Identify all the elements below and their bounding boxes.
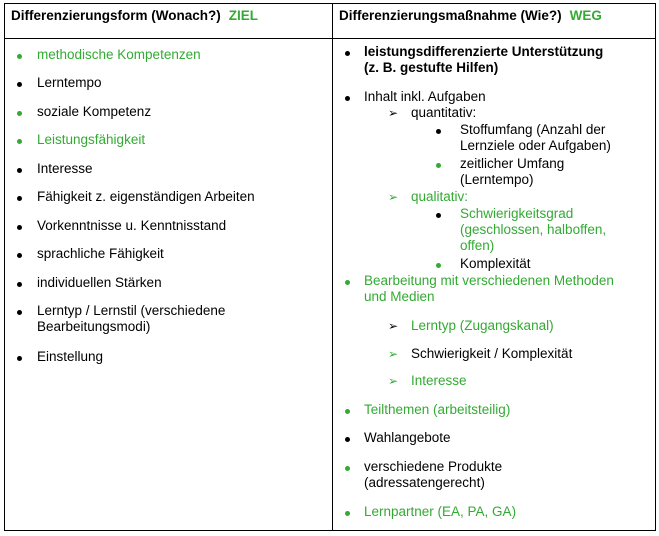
right-item-2b1-line3: offen) <box>460 238 495 253</box>
arrow-bullet-icon: ➢ <box>388 347 399 361</box>
arrow-bullet-icon: ➢ <box>388 190 399 204</box>
bullet-icon <box>345 280 350 285</box>
right-item-2b1-line2: (geschlossen, halboffen, <box>460 222 607 237</box>
right-item-6-line1: verschiedene Produkte <box>364 459 503 474</box>
right-item-1-line1: leistungsdifferenzierte Unterstützung <box>364 44 604 59</box>
bullet-icon <box>17 111 22 116</box>
left-item: Interesse <box>37 161 93 176</box>
right-item-3a: Lerntyp (Zugangskanal) <box>411 318 554 333</box>
right-item-2a2-line1: zeitlicher Umfang <box>460 156 565 171</box>
right-item-3b: Schwierigkeit / Komplexität <box>411 346 573 361</box>
right-item-2b: qualitativ: <box>411 189 469 204</box>
right-item-2b2: Komplexität <box>460 256 531 271</box>
arrow-bullet-icon: ➢ <box>388 319 399 333</box>
bullet-icon <box>17 282 22 287</box>
right-item-2a1-line2: Lernziele oder Aufgaben) <box>460 138 611 153</box>
bullet-icon <box>436 263 441 268</box>
body-row <box>5 39 656 531</box>
left-header-title: Differenzierungsform (Wonach?) <box>11 8 221 23</box>
left-item: Lerntyp / Lernstil (verschiedene <box>37 303 226 318</box>
right-item-2: Inhalt inkl. Aufgaben <box>364 89 486 104</box>
bullet-icon <box>345 511 350 516</box>
header-row <box>5 4 656 39</box>
left-item: Vorkenntnisse u. Kenntnisstand <box>37 218 227 233</box>
bullet-icon <box>17 139 22 144</box>
left-header <box>5 4 333 39</box>
left-item: Einstellung <box>37 349 104 364</box>
bullet-icon <box>345 466 350 471</box>
right-item-7: Lernpartner (EA, PA, GA) <box>364 504 517 519</box>
left-cell <box>5 39 333 531</box>
bullet-icon <box>17 54 22 59</box>
bullet-icon <box>17 310 22 315</box>
right-item-6-line2: (adressatengerecht) <box>364 475 485 490</box>
right-item-1-line2: (z. B. gestufte Hilfen) <box>364 60 499 75</box>
bullet-icon <box>345 96 350 101</box>
right-item-3c: Interesse <box>411 373 467 388</box>
right-item-3-line2: und Medien <box>364 289 435 304</box>
bullet-icon <box>17 356 22 361</box>
bullet-icon <box>345 409 350 414</box>
bullet-icon <box>17 168 22 173</box>
bullet-icon <box>17 225 22 230</box>
bullet-icon <box>436 129 441 134</box>
right-header-tag: WEG <box>569 8 602 23</box>
bullet-icon <box>345 51 350 56</box>
left-item: sprachliche Fähigkeit <box>37 246 164 261</box>
left-item: soziale Kompetenz <box>37 104 152 119</box>
bullet-icon <box>17 82 22 87</box>
arrow-bullet-icon: ➢ <box>388 106 399 120</box>
left-item: individuellen Stärken <box>37 275 162 290</box>
left-item-line2: Bearbeitungsmodi) <box>37 319 151 334</box>
left-item: methodische Kompetenzen <box>37 47 201 62</box>
left-item: Leistungsfähigkeit <box>37 132 146 147</box>
arrow-bullet-icon: ➢ <box>388 374 399 388</box>
right-item-3-line1: Bearbeitung mit verschiedenen Methoden <box>364 273 614 288</box>
right-item-2a2-line2: (Lerntempo) <box>460 172 534 187</box>
right-item-2b1-line1: Schwierigkeitsgrad <box>460 206 574 221</box>
right-cell <box>333 39 656 531</box>
left-item: Fähigkeit z. eigenständigen Arbeiten <box>37 189 255 204</box>
right-header <box>333 4 656 39</box>
right-item-2a1-line1: Stoffumfang (Anzahl der <box>460 122 606 137</box>
left-header-tag: ZIEL <box>228 8 259 23</box>
right-item-5: Wahlangebote <box>364 430 451 445</box>
bullet-icon <box>17 253 22 258</box>
bullet-icon <box>436 213 441 218</box>
bullet-icon <box>436 163 441 168</box>
right-item-4: Teilthemen (arbeitsteilig) <box>364 402 511 417</box>
bullet-icon <box>345 437 350 442</box>
right-item-2a: quantitativ: <box>411 105 477 120</box>
bullet-icon <box>17 196 22 201</box>
left-item: Lerntempo <box>37 75 102 90</box>
right-header-title: Differenzierungsmaßnahme (Wie?) <box>339 8 562 23</box>
differentiation-table <box>4 3 656 531</box>
